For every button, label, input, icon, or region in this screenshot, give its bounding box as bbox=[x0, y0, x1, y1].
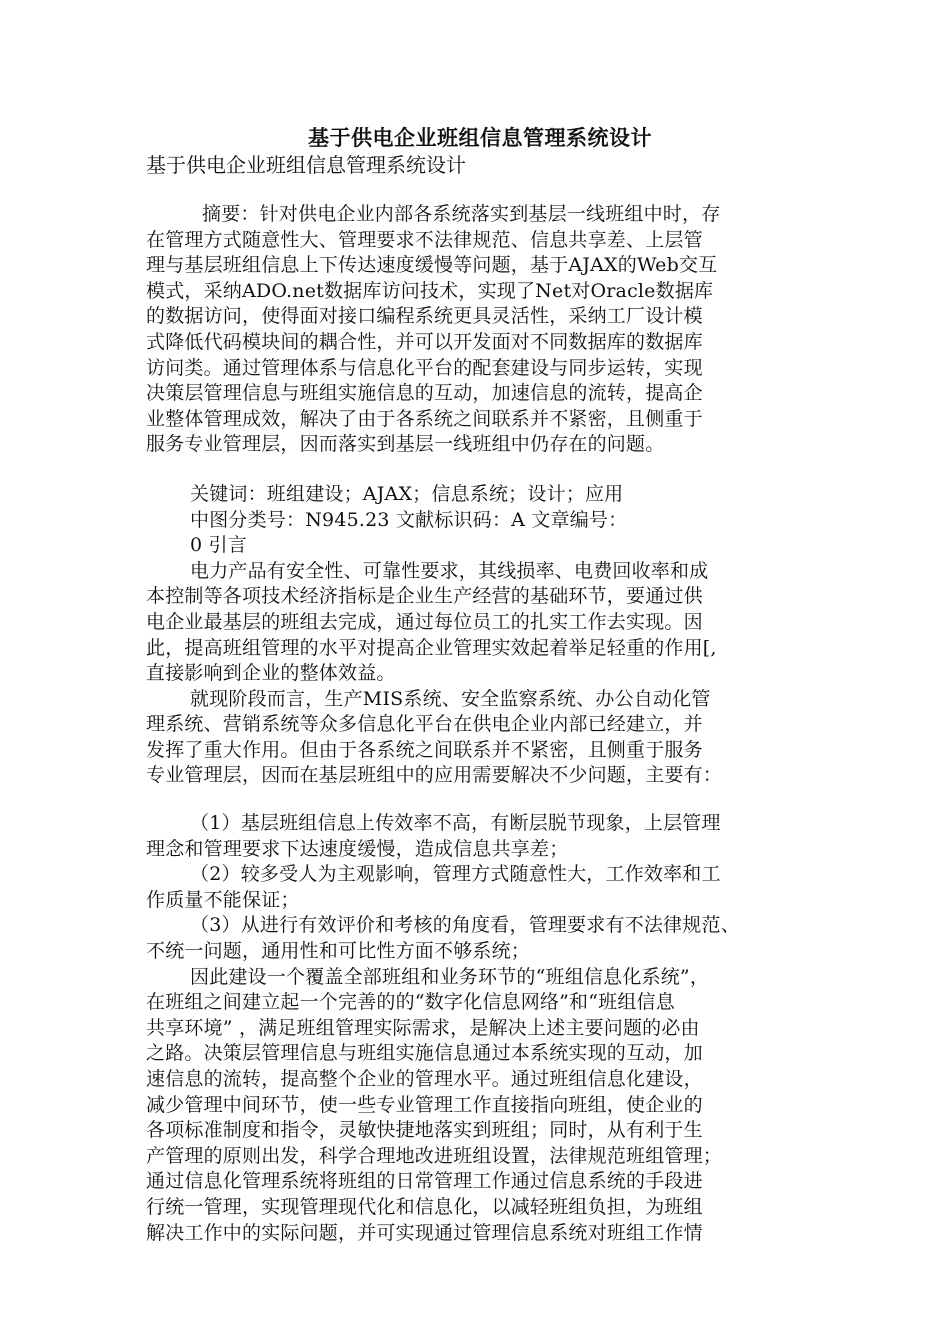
abstract-line: 在管理方式随意性大、管理要求不法律规范、信息共享差、上层管 bbox=[146, 228, 703, 251]
list-item-continuation: 作质量不能保证； bbox=[146, 888, 300, 911]
paragraph-line: 在班组之间建立起一个完善的的“数字化信息网络”和“班组信息 bbox=[146, 991, 675, 1014]
list-item-continuation: 理念和管理要求下达速度缓慢，造成信息共享差； bbox=[146, 837, 569, 860]
document-page bbox=[146, 124, 814, 1246]
abstract-line: 的数据访问，使得面对接口编程系统更具灵活性，采纳工厂设计模 bbox=[146, 305, 703, 328]
document-subtitle: 基于供电企业班组信息管理系统设计 bbox=[146, 153, 466, 177]
abstract-line: 式降低代码模块间的耦合性，并可以开发面对不同数据库的数据库 bbox=[146, 330, 703, 353]
paragraph-line: 本控制等各项技术经济指标是企业生产经营的基础环节，要通过供 bbox=[146, 585, 703, 608]
paragraph-line: 电企业最基层的班组去完成，通过每位员工的扎实工作去实现。因 bbox=[146, 610, 703, 633]
paragraph-line: 电力产品有安全性、可靠性要求，其线损率、电费回收率和成 bbox=[190, 559, 709, 582]
paragraph-line: 发挥了重大作用。但由于各系统之间联系并不紧密，且侧重于服务 bbox=[146, 738, 703, 761]
paragraph-2 bbox=[146, 687, 814, 789]
abstract-line: 理与基层班组信息上下传达速度缓慢等问题，基于AJAX的Web交互 bbox=[146, 254, 718, 277]
paragraph-line: 理系统、营销系统等众多信息化平台在供电企业内部已经建立，并 bbox=[146, 713, 703, 736]
paragraph-line: 专业管理层，因而在基层班组中的应用需要解决不少问题，主要有： bbox=[146, 764, 723, 787]
list-item: （1）基层班组信息上传效率不高，有断层脱节现象，上层管理 bbox=[190, 812, 721, 835]
paragraph-3 bbox=[146, 965, 814, 1247]
issue-list bbox=[146, 811, 814, 965]
abstract-line: 摘要：针对供电企业内部各系统落实到基层一线班组中时，存 bbox=[202, 203, 721, 225]
list-item-continuation: 不统一问题，通用性和可比性方面不够系统； bbox=[146, 940, 531, 963]
abstract-line: 模式，采纳ADO.net数据库访问技术，实现了Net对Oracle数据库 bbox=[146, 279, 714, 302]
abstract-line: 服务专业管理层，因而落实到基层一线班组中仍存在的问题。 bbox=[146, 433, 665, 456]
abstract-line: 业整体管理成效，解决了由于各系统之间联系并不紧密，且侧重于 bbox=[146, 407, 703, 430]
abstract-line: 决策层管理信息与班组实施信息的互动，加速信息的流转，提高企 bbox=[146, 382, 703, 405]
paragraph-line: 各项标准制度和指令，灵敏快捷地落实到班组；同时，从有利于生 bbox=[146, 1119, 703, 1142]
classification: 中图分类号：N945.23 文献标识码：A 文章编号： bbox=[190, 508, 628, 531]
list-item: （2）较多受人为主观影响，管理方式随意性大，工作效率和工 bbox=[190, 863, 721, 886]
paragraph-line: 因此建设一个覆盖全部班组和业务环节的“班组信息化系统”， bbox=[190, 965, 710, 988]
paragraph-line: 共享环境” ，满足班组管理实际需求，是解决上述主要问题的必由 bbox=[146, 1016, 700, 1039]
list-item: （3）从进行有效评价和考核的角度看，管理要求有不法律规范、 bbox=[190, 914, 740, 937]
abstract bbox=[146, 202, 814, 458]
paragraph-line: 通过信息化管理系统将班组的日常管理工作通过信息系统的手段进 bbox=[146, 1170, 703, 1193]
paragraph-line: 产管理的原则出发，科学合理地改进班组设置，法律规范班组管理； bbox=[146, 1144, 723, 1167]
keywords: 关键词：班组建设；AJAX；信息系统；设计；应用 bbox=[190, 482, 624, 505]
paragraph-line: 行统一管理，实现管理现代化和信息化，以减轻班组负担，为班组 bbox=[146, 1195, 703, 1218]
section-heading: 0 引言 bbox=[190, 534, 247, 557]
paragraph-line: 解决工作中的实际问题，并可实现通过管理信息系统对班组工作情 bbox=[146, 1221, 703, 1244]
paragraph-line: 直接影响到企业的整体效益。 bbox=[146, 662, 396, 685]
paragraph-line: 之路。决策层管理信息与班组实施信息通过本系统实现的互动，加 bbox=[146, 1042, 703, 1065]
paragraph-line: 此，提高班组管理的水平对提高企业管理实效起着举足轻重的作用[, bbox=[146, 636, 717, 659]
paragraph-1 bbox=[146, 559, 814, 687]
abstract-line: 访问类。通过管理体系与信息化平台的配套建设与同步运转，实现 bbox=[146, 356, 703, 379]
document-title: 基于供电企业班组信息管理系统设计 bbox=[308, 126, 652, 150]
paragraph-line: 减少管理中间环节，使一些专业管理工作直接指向班组，使企业的 bbox=[146, 1093, 703, 1116]
paragraph-line: 就现阶段而言，生产MIS系统、安全监察系统、办公自动化管 bbox=[190, 687, 711, 710]
paragraph-line: 速信息的流转，提高整个企业的管理水平。通过班组信息化建设， bbox=[146, 1068, 703, 1090]
